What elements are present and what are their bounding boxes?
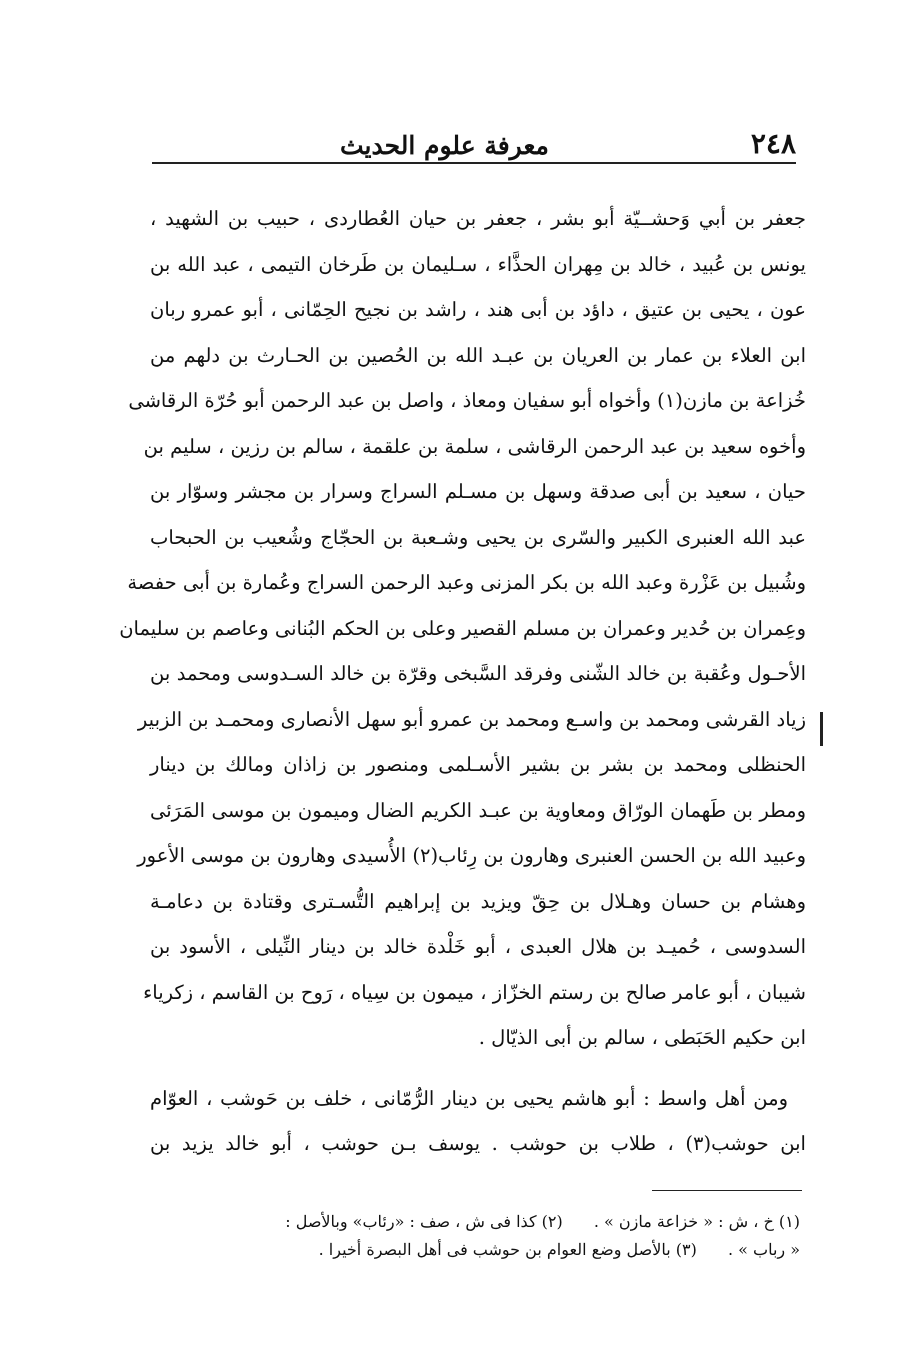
text-line: جعفر بن أبي وَحشــيّة أبو بشر ، جعفر بن حيان العُطاردى ، حبيب بن الشهيد ، bbox=[150, 207, 806, 230]
text-line: حيان ، سعيد بن أبى صدقة وسهل بن مسـلم السراج وسرار بن مجشر وسوّار بن bbox=[150, 480, 806, 503]
text-line: الأحـول وعُقبة بن خالد الشّنى وفرقد السَّبخى وقرّة بن خالد السـدوسى ومحمد بن bbox=[150, 662, 806, 685]
footnote-1: (١) خ ، ش : « خزاعة مازن » . bbox=[593, 1212, 800, 1231]
text-line: عون ، يحيى بن عتيق ، داؤد بن أبى هند ، راشد بن نجيح الحِمّانى ، أبو عمرو ربان bbox=[150, 298, 806, 321]
text-line: عبد الله العنبرى الكبير والسّرى بن يحيى وشـعبة بن الحجّاج وشُعيب بن الحبحاب bbox=[150, 525, 806, 549]
text-line: ومطر بن طَهمان الورّاق ومعاوية بن عبـد الكريم الضال وميمون بن موسى المَرَئى bbox=[150, 798, 806, 822]
paragraph-gap bbox=[150, 1061, 806, 1076]
text-line: وشُبيل بن عَزْرة وعبد الله بن بكر المزنى وعبد الرحمن السراج وعُمارة بن أبى حفصة bbox=[127, 571, 806, 594]
footnote-2: (٢) كذا فى ش ، صف : «رئاب» وبالأصل : bbox=[285, 1212, 563, 1231]
text-line: يونس بن عُبيد ، خالد بن مِهران الحذَّاء ، سـليمان بن طَرخان التيمى ، عبد الله بن bbox=[150, 252, 806, 276]
text-line: شيبان ، أبو عامر صالح بن رستم الخزّاز ، ميمون بن سِياه ، رَوح بن القاسم ، زكرياء bbox=[143, 980, 806, 1004]
text-line-last: ابن حكيم الحَبَطى ، سالم بن أبى الذيّال . bbox=[478, 1026, 806, 1049]
text-line: ومن أهل واسط : أبو هاشم يحيى بن دينار الرُّمّانى ، خلف بن حَوشب ، العوّام bbox=[150, 1086, 788, 1110]
footnote-rule bbox=[652, 1190, 802, 1191]
text-line: السدوسى ، حُميـد بن هلال العبدى ، أبو خَلْدة خالد بن دينار النِّيلى ، الأسود بن bbox=[150, 935, 806, 958]
main-text bbox=[119, 196, 806, 1167]
text-line: وهشام بن حسان وهـلال بن حِقّ ويزيد بن إبراهيم التُّسـترى وقتادة بن دعامـة bbox=[150, 889, 806, 913]
text-line: ابن العلاء بن عمار بن العريان بن عبـد الله بن الحُصين بن الحـارث بن دلهم من bbox=[150, 343, 806, 367]
footnote-2-continued: « رباب » . bbox=[727, 1240, 800, 1259]
page-number: ٢٤٨ bbox=[750, 127, 796, 160]
text-line: خُزاعة بن مازن(١) وأخواه أبو سفيان ومعاذ ، واصل بن عبد الرحمن أبو حُرّة الرقاشى bbox=[128, 389, 806, 412]
text-line: وأخوه سعيد بن عبد الرحمن الرقاشى ، سلمة بن علقمة ، سالم بن رزين ، سليم بن bbox=[143, 434, 806, 458]
text-line: وعِمران بن حُدير وعمران بن مسلم القصير وعلى بن الحكم البُنانى وعاصم بن سليمان bbox=[119, 616, 806, 640]
text-line: الحنظلى ومحمد بن بشر بن بشير الأسـلمى ومنصور بن زاذان ومالك بن دينار bbox=[150, 753, 806, 776]
footnote-3: (٣) بالأصل وضع العوام بن حوشب فى أهل البصرة أخيرا . bbox=[318, 1240, 697, 1259]
text-line: زياد القرشى ومحمد بن واسـع ومحمد بن عمرو أبو سهل الأنصارى ومحمـد بن الزبير bbox=[137, 707, 806, 731]
header-rule bbox=[152, 162, 796, 164]
margin-mark bbox=[820, 712, 823, 746]
footnote-line bbox=[160, 1208, 800, 1236]
text-line: وعبيد الله بن الحسن العنبرى وهارون بن رِئاب(٢) الأُسيدى وهارون بن موسى الأعور bbox=[137, 844, 806, 867]
footnotes bbox=[160, 1208, 800, 1264]
footnote-line bbox=[160, 1236, 800, 1264]
page-header bbox=[150, 118, 796, 158]
text-line: ابن حوشب(٣) ، طلاب بن حوشب . يوسف بـن حوشب ، أبو خالد يزيد بن bbox=[150, 1132, 806, 1155]
running-title: معرفة علوم الحديث bbox=[340, 131, 549, 160]
